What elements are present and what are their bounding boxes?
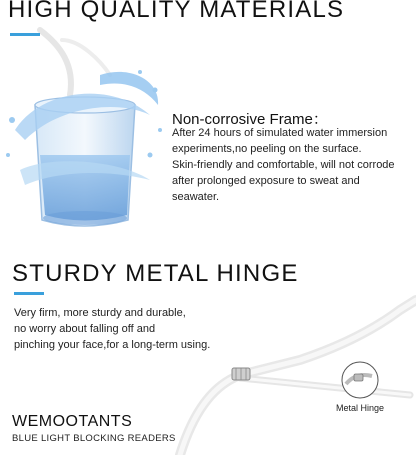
brand-name: WEMOOTANTS [12, 413, 133, 430]
section-title-materials: HIGH QUALITY MATERIALS [8, 0, 345, 23]
feature-line: After 24 hours of simulated water immersion [172, 127, 388, 139]
title-accent-underline [10, 33, 40, 36]
hinge-line: Very firm, more sturdy and durable, [14, 307, 186, 319]
hinge-line: pinching your face,for a long-term using. [14, 339, 211, 351]
hinge-line: no worry about falling off and [14, 323, 156, 335]
feature-line: Skin-friendly and comfortable, will not corrode [172, 159, 395, 171]
feature-title-non-corrosive: Non-corrosive Frame： [172, 111, 328, 128]
feature-line: experiments,no peeling on the surface. [172, 143, 362, 155]
feature-description [172, 125, 412, 205]
section-title-hinge: STURDY METAL HINGE [12, 260, 299, 287]
feature-line: seawater. [172, 191, 220, 203]
metal-hinge-callout-label: Metal Hinge [336, 403, 385, 413]
feature-line: after prolonged exposure to sweat and [172, 175, 360, 187]
water-glass-image [0, 60, 170, 240]
brand-tagline: BLUE LIGHT BLOCKING READERS [12, 433, 176, 444]
